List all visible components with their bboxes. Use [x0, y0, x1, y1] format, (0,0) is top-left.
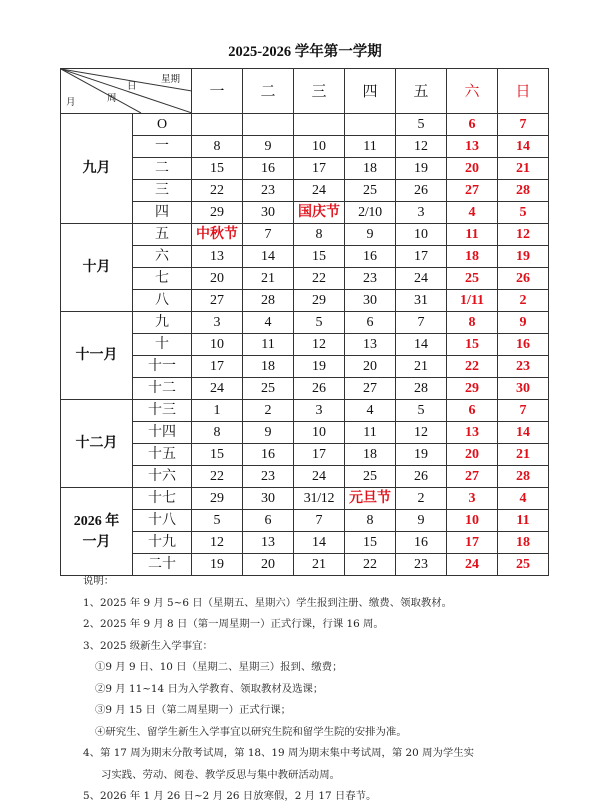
date-cell: 13	[345, 334, 396, 356]
date-cell: 5	[396, 114, 447, 136]
date-cell: 3	[396, 202, 447, 224]
corner-month-label: 月	[66, 97, 76, 108]
note-item: 3、2025 级新生入学事宜：	[83, 639, 213, 652]
date-cell: 30	[345, 290, 396, 312]
date-cell: 6	[447, 114, 498, 136]
date-cell: 21	[294, 554, 345, 576]
day-header-thu: 四	[345, 69, 396, 114]
week-number: 十四	[133, 422, 192, 444]
date-cell: 4	[498, 488, 549, 510]
date-cell: 19	[396, 444, 447, 466]
date-cell: 26	[396, 180, 447, 202]
date-cell: 21	[498, 444, 549, 466]
date-cell: 24	[192, 378, 243, 400]
date-cell: 22	[192, 180, 243, 202]
date-cell: 15	[294, 246, 345, 268]
month-label: 2026 年 一月	[61, 488, 133, 576]
date-cell: 11	[447, 224, 498, 246]
date-cell: 18	[345, 444, 396, 466]
holiday-cell: 中秋节	[192, 224, 243, 246]
date-cell: 25	[345, 180, 396, 202]
date-cell: 10	[447, 510, 498, 532]
date-cell: 15	[447, 334, 498, 356]
date-cell: 17	[447, 532, 498, 554]
day-header-mon: 一	[192, 69, 243, 114]
week-number: 五	[133, 224, 192, 246]
week-row	[61, 202, 549, 224]
date-cell: 20	[447, 158, 498, 180]
date-cell: 9	[243, 422, 294, 444]
date-cell: 14	[396, 334, 447, 356]
date-cell: 30	[498, 378, 549, 400]
week-number: 十二	[133, 378, 192, 400]
date-cell: 26	[498, 268, 549, 290]
week-row	[61, 466, 549, 488]
note-item: 5、2026 年 1 月 26 日~2 月 26 日放寒假，2 月 17 日春节。	[83, 790, 377, 802]
week-row	[61, 114, 549, 136]
date-cell: 27	[447, 180, 498, 202]
date-cell: 29	[192, 488, 243, 510]
note-subitem: ②9 月 11~14 日为入学教育、领取教材及选课；	[95, 682, 324, 695]
date-cell: 16	[243, 444, 294, 466]
date-cell: 10	[192, 334, 243, 356]
date-cell: 4	[447, 202, 498, 224]
week-number: 十五	[133, 444, 192, 466]
date-cell: 15	[192, 158, 243, 180]
date-cell: 1/11	[447, 290, 498, 312]
date-cell: 18	[447, 246, 498, 268]
week-number: O	[133, 114, 192, 136]
date-cell: 22	[447, 356, 498, 378]
date-cell: 13	[447, 422, 498, 444]
week-number: 四	[133, 202, 192, 224]
date-cell: 24	[447, 554, 498, 576]
day-header-wed: 三	[294, 69, 345, 114]
date-cell: 6	[345, 312, 396, 334]
date-cell: 10	[294, 136, 345, 158]
week-row	[61, 246, 549, 268]
date-cell: 17	[192, 356, 243, 378]
date-cell: 3	[192, 312, 243, 334]
date-cell: 13	[192, 246, 243, 268]
date-cell: 21	[498, 158, 549, 180]
note-subitem: ③9 月 15 日（第二周星期一）正式行课；	[95, 704, 291, 716]
date-cell: 7	[396, 312, 447, 334]
date-cell: 24	[396, 268, 447, 290]
date-cell: 25	[243, 378, 294, 400]
week-row	[61, 444, 549, 466]
date-cell: 5	[396, 400, 447, 422]
date-cell: 16	[396, 532, 447, 554]
day-header-sun: 日	[498, 69, 549, 114]
week-row	[61, 356, 549, 378]
date-cell: 8	[345, 510, 396, 532]
date-cell: 4	[243, 312, 294, 334]
date-cell: 2	[396, 488, 447, 510]
date-cell: 29	[192, 202, 243, 224]
week-number: 十三	[133, 400, 192, 422]
date-cell: 11	[243, 334, 294, 356]
note-item-continued: 习实践、劳动、阅卷、教学反思与集中教研活动周。	[101, 768, 340, 781]
week-row	[61, 422, 549, 444]
date-cell: 5	[192, 510, 243, 532]
date-cell: 23	[243, 466, 294, 488]
notes-heading: 说明：	[83, 575, 115, 587]
date-cell	[294, 114, 345, 136]
date-cell: 10	[396, 224, 447, 246]
date-cell: 30	[243, 202, 294, 224]
date-cell: 12	[192, 532, 243, 554]
date-cell: 25	[498, 554, 549, 576]
date-cell: 13	[447, 136, 498, 158]
date-cell: 4	[345, 400, 396, 422]
date-cell: 14	[294, 532, 345, 554]
month-label: 十二月	[61, 400, 133, 488]
date-cell: 27	[345, 378, 396, 400]
week-number: 十八	[133, 510, 192, 532]
date-cell: 3	[447, 488, 498, 510]
date-cell: 17	[294, 158, 345, 180]
date-cell: 13	[243, 532, 294, 554]
week-number: 三	[133, 180, 192, 202]
week-row	[61, 400, 549, 422]
date-cell: 19	[396, 158, 447, 180]
corner-day-label: 日	[127, 81, 137, 92]
date-cell: 25	[345, 466, 396, 488]
date-cell: 1	[192, 400, 243, 422]
date-cell: 26	[294, 378, 345, 400]
week-row	[61, 488, 549, 510]
note-subitem: ①9 月 9 日、10 日（星期二、星期三）报到、缴费；	[95, 661, 343, 673]
date-cell: 22	[294, 268, 345, 290]
date-cell: 28	[498, 180, 549, 202]
week-number: 十一	[133, 356, 192, 378]
week-row	[61, 532, 549, 554]
date-cell: 14	[498, 136, 549, 158]
date-cell: 2	[498, 290, 549, 312]
date-cell: 29	[447, 378, 498, 400]
date-cell: 17	[396, 246, 447, 268]
date-cell: 9	[396, 510, 447, 532]
date-cell: 22	[192, 466, 243, 488]
date-cell: 8	[192, 422, 243, 444]
date-cell: 9	[498, 312, 549, 334]
date-cell: 19	[294, 356, 345, 378]
week-number: 二十	[133, 554, 192, 576]
week-row	[61, 334, 549, 356]
date-cell: 12	[396, 422, 447, 444]
date-cell	[192, 114, 243, 136]
date-cell: 6	[447, 400, 498, 422]
note-item: 4、第 17 周为期末分散考试周，第 18、19 周为期末集中考试周，第 20 周为学生实	[83, 747, 475, 759]
date-cell: 11	[345, 136, 396, 158]
week-number: 七	[133, 268, 192, 290]
date-cell: 5	[498, 202, 549, 224]
date-cell: 23	[345, 268, 396, 290]
date-cell: 14	[498, 422, 549, 444]
date-cell: 20	[192, 268, 243, 290]
week-row	[61, 312, 549, 334]
day-header-fri: 五	[396, 69, 447, 114]
date-cell: 12	[294, 334, 345, 356]
week-number: 十	[133, 334, 192, 356]
note-item: 1、2025 年 9 月 5~6 日（星期五、星期六）学生报到注册、缴费、领取教材。	[83, 596, 453, 609]
date-cell: 7	[243, 224, 294, 246]
week-row	[61, 180, 549, 202]
date-cell: 6	[243, 510, 294, 532]
date-cell: 21	[396, 356, 447, 378]
week-number: 八	[133, 290, 192, 312]
week-row	[61, 378, 549, 400]
date-cell: 20	[345, 356, 396, 378]
date-cell: 27	[447, 466, 498, 488]
week-number: 一	[133, 136, 192, 158]
date-cell: 16	[345, 246, 396, 268]
date-cell: 24	[294, 466, 345, 488]
date-cell: 19	[498, 246, 549, 268]
date-cell: 16	[243, 158, 294, 180]
date-cell: 20	[243, 554, 294, 576]
date-cell: 23	[243, 180, 294, 202]
week-number: 二	[133, 158, 192, 180]
week-number: 十六	[133, 466, 192, 488]
day-header-sat: 六	[447, 69, 498, 114]
date-cell: 31	[396, 290, 447, 312]
date-cell: 7	[498, 114, 549, 136]
date-cell: 8	[294, 224, 345, 246]
holiday-cell: 国庆节	[294, 202, 345, 224]
date-cell: 7	[294, 510, 345, 532]
date-cell: 3	[294, 400, 345, 422]
calendar-table	[60, 68, 549, 576]
day-header-tue: 二	[243, 69, 294, 114]
date-cell: 17	[294, 444, 345, 466]
date-cell: 11	[345, 422, 396, 444]
date-cell: 10	[294, 422, 345, 444]
week-row	[61, 136, 549, 158]
date-cell: 18	[345, 158, 396, 180]
date-cell: 18	[243, 356, 294, 378]
page-title: 2025-2026 学年第一学期	[228, 44, 382, 60]
week-number: 十七	[133, 488, 192, 510]
date-cell: 26	[396, 466, 447, 488]
date-cell: 8	[447, 312, 498, 334]
corner-header	[61, 69, 192, 114]
header-row	[61, 69, 549, 114]
date-cell: 14	[243, 246, 294, 268]
date-cell: 28	[396, 378, 447, 400]
date-cell: 12	[498, 224, 549, 246]
date-cell: 8	[192, 136, 243, 158]
date-cell: 30	[243, 488, 294, 510]
date-cell: 28	[243, 290, 294, 312]
month-label: 十一月	[61, 312, 133, 400]
notes-section	[83, 571, 603, 808]
date-cell: 2/10	[345, 202, 396, 224]
week-row	[61, 224, 549, 246]
date-cell: 9	[243, 136, 294, 158]
week-row	[61, 510, 549, 532]
date-cell: 9	[345, 224, 396, 246]
note-item: 2、2025 年 9 月 8 日（第一周星期一）正式行课，行课 16 周。	[83, 618, 384, 630]
date-cell: 28	[498, 466, 549, 488]
date-cell: 12	[396, 136, 447, 158]
date-cell: 25	[447, 268, 498, 290]
date-cell: 18	[498, 532, 549, 554]
holiday-cell: 元旦节	[345, 488, 396, 510]
date-cell: 31/12	[294, 488, 345, 510]
week-row	[61, 158, 549, 180]
date-cell: 21	[243, 268, 294, 290]
month-label: 十月	[61, 224, 133, 312]
date-cell: 2	[243, 400, 294, 422]
date-cell: 16	[498, 334, 549, 356]
date-cell: 15	[345, 532, 396, 554]
date-cell: 29	[294, 290, 345, 312]
week-row	[61, 290, 549, 312]
date-cell: 5	[294, 312, 345, 334]
date-cell: 23	[498, 356, 549, 378]
week-number: 九	[133, 312, 192, 334]
date-cell: 19	[192, 554, 243, 576]
date-cell: 23	[396, 554, 447, 576]
corner-week-label: 周	[107, 93, 117, 104]
date-cell	[345, 114, 396, 136]
date-cell: 27	[192, 290, 243, 312]
date-cell: 7	[498, 400, 549, 422]
date-cell: 24	[294, 180, 345, 202]
date-cell: 20	[447, 444, 498, 466]
week-row	[61, 268, 549, 290]
corner-weekday-label: 星期	[161, 74, 181, 85]
date-cell: 11	[498, 510, 549, 532]
note-subitem: ④研究生、留学生新生入学事宜以研究生院和留学生院的安排为准。	[95, 725, 407, 738]
date-cell	[243, 114, 294, 136]
date-cell: 22	[345, 554, 396, 576]
date-cell: 15	[192, 444, 243, 466]
week-number: 六	[133, 246, 192, 268]
week-number: 十九	[133, 532, 192, 554]
month-label: 九月	[61, 114, 133, 224]
